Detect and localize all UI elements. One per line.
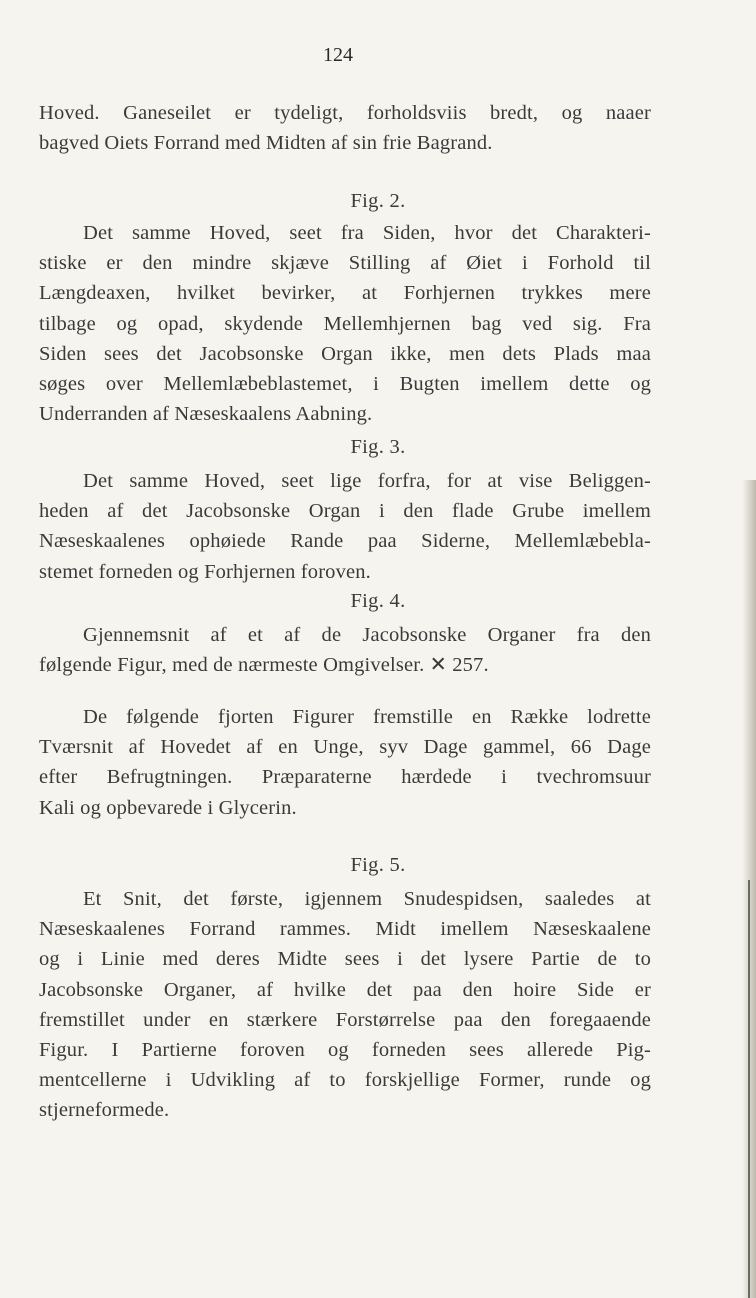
- text-line: Kali og opbevarede i Glycerin.: [39, 796, 297, 819]
- series-intro-paragraph: [39, 702, 651, 823]
- text-line: Næseskaalenes Forrand rammes. Midt imellem Næseskaalene: [39, 918, 651, 941]
- fig-5-paragraph: [39, 884, 651, 1126]
- fig-2-heading: Fig. 2.: [350, 190, 406, 212]
- text-line: Jacobsonske Organer, af hvilke det paa den hoire Side er: [39, 978, 651, 1001]
- text-line: stemet forneden og Forhjernen foroven.: [39, 560, 371, 583]
- text-line: og i Linie med deres Midte sees i det lysere Partie de to: [39, 948, 651, 971]
- fig-4-paragraph: [39, 620, 651, 680]
- text-line: heden af det Jacobsonske Organ i den flade Grube imellem: [39, 500, 651, 523]
- text-line: fremstillet under en stærkere Forstørrelse paa den foregaaende: [39, 1008, 651, 1031]
- page-edge-line: [748, 880, 750, 1298]
- text-line: Gjennemsnit af et af de Jacobsonske Organer fra den: [83, 624, 651, 646]
- text-line: Tværsnit af Hovedet af en Unge, syv Dage gammel, 66 Dage: [39, 736, 651, 759]
- text-line: efter Befrugtningen. Præparaterne hærdede i tvechromsuur: [39, 766, 651, 789]
- text-line: søges over Mellemlæbeblastemet, i Bugten imellem dette og: [39, 373, 651, 396]
- text-line: De følgende fjorten Figurer fremstille en Række lodrette: [83, 706, 651, 728]
- text-line: følgende Figur, med de nærmeste Omgivelser. ✕ 257.: [39, 654, 489, 677]
- fig-5-heading: Fig. 5.: [350, 854, 406, 876]
- text-line: stjerneformede.: [39, 1099, 170, 1122]
- text-line: Hoved. Ganeseilet er tydeligt, forholdsviis bredt, og naaer: [39, 102, 651, 124]
- fig-3-heading: Fig. 3.: [350, 436, 406, 458]
- text-line: Næseskaalenes ophøiede Rande paa Siderne, Mellemlæbebla-: [39, 530, 651, 553]
- text-line: Siden sees det Jacobsonske Organ ikke, men dets Plads maa: [39, 342, 651, 365]
- text-line: Underranden af Næseskaalens Aabning.: [39, 403, 373, 426]
- fig-3-paragraph: [39, 466, 651, 587]
- text-line: Det samme Hoved, seet lige forfra, for at vise Beliggen-: [83, 470, 651, 492]
- fig-2-paragraph: [39, 218, 651, 429]
- fig-4-heading: Fig. 4.: [350, 590, 406, 612]
- text-line: Figur. I Partierne foroven og forneden sees allerede Pig-: [39, 1039, 651, 1062]
- text-line: Det samme Hoved, seet fra Siden, hvor det Charakteri-: [83, 222, 651, 244]
- text-line: bagved Oiets Forrand med Midten af sin frie Bagrand.: [39, 132, 493, 155]
- page-number: 124: [323, 44, 353, 66]
- text-line: tilbage og opad, skydende Mellemhjernen bag ved sig. Fra: [39, 312, 651, 335]
- text-line: Længdeaxen, hvilket bevirker, at Forhjernen trykkes mere: [39, 282, 651, 305]
- text-line: stiske er den mindre skjæve Stilling af Øiet i Forhold til: [39, 252, 651, 275]
- text-line: mentcellerne i Udvikling af to forskjellige Former, runde og: [39, 1069, 651, 1092]
- text-line: Et Snit, det første, igjennem Snudespidsen, saaledes at: [83, 888, 651, 910]
- intro-paragraph: [39, 98, 651, 158]
